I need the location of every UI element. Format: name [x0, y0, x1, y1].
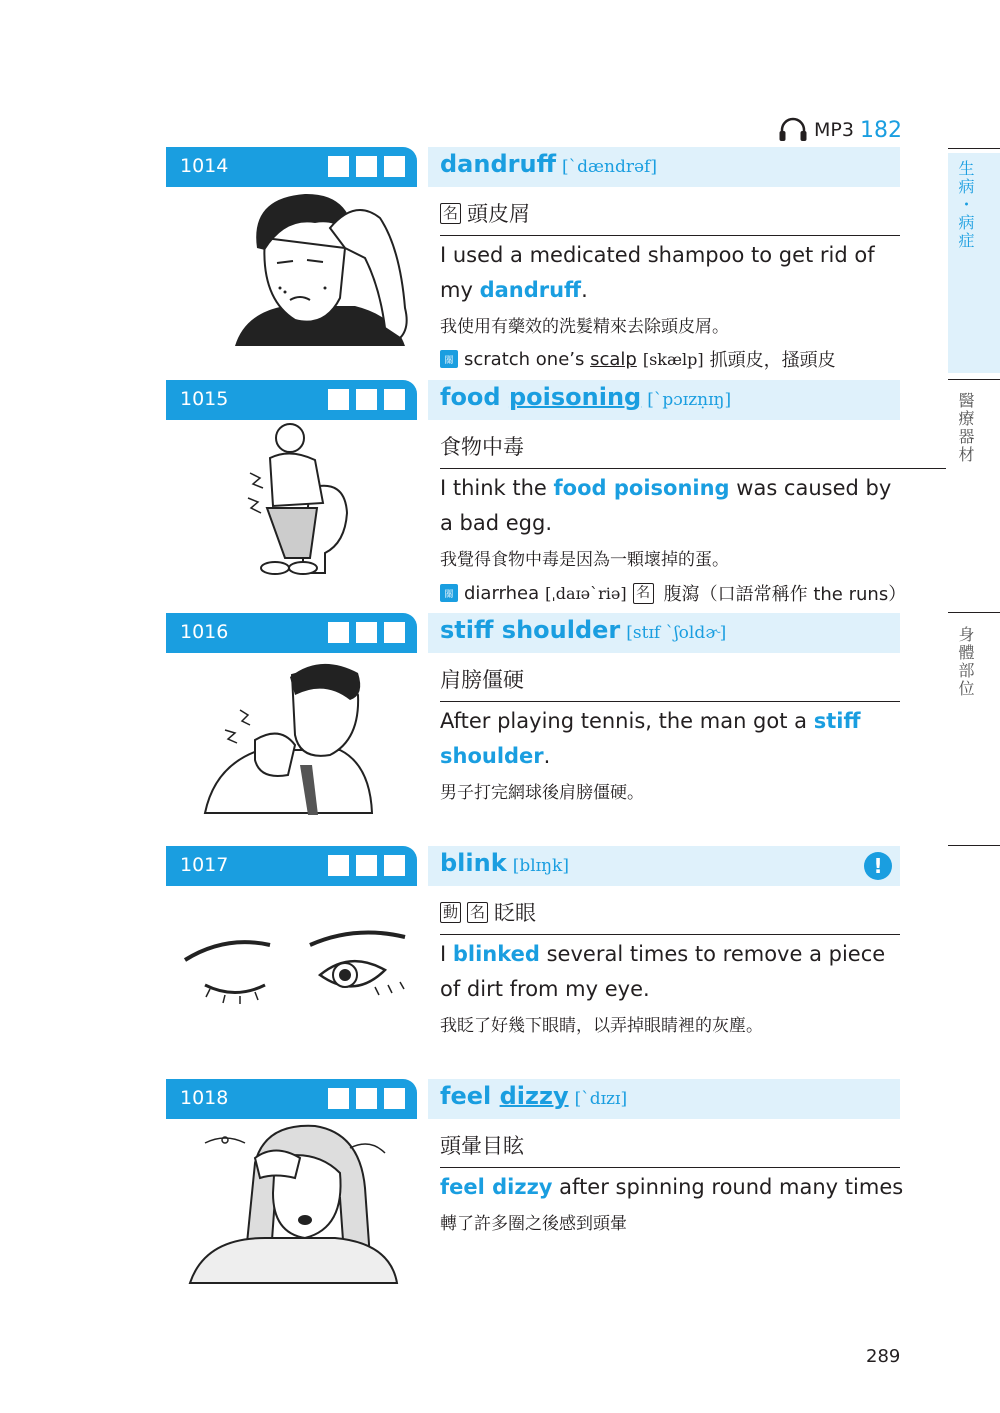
example-sentence — [440, 1170, 910, 1205]
entry-number-tab — [166, 613, 417, 653]
phonetic: [stɪf ˋʃoldɚ] — [626, 623, 727, 643]
headword-bar — [428, 147, 900, 187]
dizzy-woman-illustration — [185, 1118, 405, 1283]
review-checkboxes[interactable] — [328, 1088, 405, 1109]
translation: 我使用有藥效的洗髮精來去除頭皮屑。 — [440, 317, 729, 337]
related-meaning: 抓頭皮，搔頭皮 — [709, 350, 836, 371]
headword: blink — [440, 849, 507, 877]
related-meaning: 腹瀉（口語常稱作 the runs） — [663, 584, 907, 605]
checkbox[interactable] — [384, 1088, 405, 1109]
checkbox[interactable] — [328, 389, 349, 410]
mp3-number: 182 — [859, 117, 902, 143]
headword-bar — [428, 1079, 900, 1119]
page-number: 289 — [866, 1346, 901, 1367]
meaning: 頭暈目眩 — [440, 1134, 524, 1158]
checkbox[interactable] — [328, 622, 349, 643]
related-text: diarrhea — [464, 582, 540, 604]
related-text: scratch one’s — [464, 348, 591, 370]
side-tab-illness[interactable] — [948, 158, 1000, 368]
related-icon: 關 — [440, 584, 458, 602]
phonetic: [ˋdændrəf] — [562, 157, 657, 177]
part-of-speech — [440, 198, 530, 228]
man-on-toilet-illustration — [245, 418, 355, 580]
mp3-track[interactable] — [778, 115, 902, 145]
review-checkboxes[interactable] — [328, 389, 405, 410]
checkbox[interactable] — [328, 156, 349, 177]
entry-number-tab — [166, 1079, 417, 1119]
related-underlined: scalp — [590, 348, 637, 370]
checkbox[interactable] — [356, 622, 377, 643]
checkbox[interactable] — [356, 855, 377, 876]
headword-bar — [428, 846, 900, 886]
example-sentence — [440, 471, 910, 541]
example-keyword: feel dizzy — [440, 1175, 553, 1199]
alert-icon[interactable]: ! — [864, 852, 892, 880]
checkbox[interactable] — [356, 1088, 377, 1109]
example-sentence — [440, 238, 910, 308]
example-text: . — [581, 278, 588, 302]
checkbox[interactable] — [328, 1088, 349, 1109]
phonetic: [ˋpɔɪzṇɪŋ] — [647, 390, 732, 410]
related-icon: 關 — [440, 350, 458, 368]
phonetic: [ˋdɪzɪ] — [574, 1089, 628, 1109]
example-text: I — [440, 942, 453, 966]
related-pos-tag: 名 — [633, 583, 654, 604]
related-phonetic: [skælp] — [642, 349, 704, 369]
man-scratching-head-illustration — [205, 188, 420, 348]
translation: 轉了許多圈之後感到頭暈 — [440, 1214, 627, 1234]
side-divider — [948, 845, 1000, 846]
entry-number-tab — [166, 147, 417, 187]
side-divider — [948, 612, 1000, 613]
headword-part: feel — [440, 1082, 492, 1110]
translation: 我覺得食物中毒是因為一顆壞掉的蛋。 — [440, 550, 729, 570]
checkbox[interactable] — [384, 855, 405, 876]
example-text: After playing tennis, the man got a — [440, 709, 814, 733]
example-keyword: blinked — [452, 942, 540, 966]
divider — [440, 235, 900, 236]
example-text: several times to remove a piece of dirt from my eye. — [440, 942, 886, 1001]
entry-number: 1014 — [180, 155, 229, 177]
related-phrase — [440, 580, 906, 606]
entry-number: 1018 — [180, 1087, 229, 1109]
entry-number: 1016 — [180, 621, 229, 643]
entry-number: 1015 — [180, 388, 229, 410]
checkbox[interactable] — [384, 156, 405, 177]
divider — [440, 1167, 900, 1168]
headword-bar — [428, 613, 900, 653]
example-keyword: dandruff — [479, 278, 582, 302]
translation: 我眨了好幾下眼睛，以弄掉眼睛裡的灰塵。 — [440, 1016, 763, 1036]
headword: dandruff — [440, 150, 557, 178]
example-text: I think the — [440, 476, 554, 500]
meaning: 食物中毒 — [440, 435, 524, 459]
example-sentence — [440, 704, 910, 774]
side-tab-label: 身體部位 — [956, 626, 975, 698]
pos-tag-verb: 動 — [440, 902, 461, 923]
example-text: I used a medicated shampoo to get rid of my — [440, 243, 875, 302]
headword: stiff shoulder — [440, 616, 621, 644]
headword-part: food — [440, 383, 501, 411]
man-holding-shoulder-illustration — [200, 655, 375, 815]
side-tab-label: 生病・病症 — [956, 160, 975, 250]
phonetic: [blɪŋk] — [512, 856, 569, 876]
checkbox[interactable] — [384, 622, 405, 643]
headword-underlined: poisoning — [508, 383, 642, 411]
related-phonetic: [ˌdaɪəˋriə] — [545, 583, 627, 603]
example-sentence — [440, 937, 910, 1007]
headphones-icon — [778, 117, 808, 143]
review-checkboxes[interactable] — [328, 156, 405, 177]
checkbox[interactable] — [328, 855, 349, 876]
part-of-speech — [440, 897, 536, 927]
example-text: after spinning round many times — [552, 1175, 904, 1199]
pos-tag-noun: 名 — [467, 902, 488, 923]
example-keyword: stiff shoulder — [440, 709, 861, 768]
checkbox[interactable] — [356, 389, 377, 410]
mp3-label: MP3 — [814, 119, 854, 141]
example-text: . — [543, 744, 551, 768]
entry-number-tab — [166, 380, 417, 420]
pos-tag-noun: 名 — [440, 203, 461, 224]
translation: 男子打完網球後肩膀僵硬。 — [440, 783, 644, 803]
entry-number: 1017 — [180, 854, 229, 876]
meaning: 頭皮屑 — [467, 202, 530, 226]
review-checkboxes[interactable] — [328, 622, 405, 643]
side-tab-medical-equipment[interactable] — [948, 390, 1000, 470]
checkbox[interactable] — [356, 156, 377, 177]
meaning: 眨眼 — [494, 901, 536, 925]
side-divider — [948, 148, 1000, 149]
entry-number-tab — [166, 846, 417, 886]
side-tab-label: 醫療器材 — [956, 392, 975, 464]
checkbox[interactable] — [384, 389, 405, 410]
review-checkboxes[interactable] — [328, 855, 405, 876]
divider — [440, 468, 946, 469]
example-text: was caused by a bad egg. — [440, 476, 892, 535]
divider — [440, 934, 900, 935]
blinking-eye-illustration — [180, 925, 410, 1020]
headword-bar — [428, 380, 900, 420]
meaning: 肩膀僵硬 — [440, 668, 524, 692]
side-divider — [948, 379, 1000, 380]
related-phrase — [440, 346, 836, 372]
example-keyword: food poisoning — [553, 476, 730, 500]
divider — [440, 701, 900, 702]
side-tab-body-parts[interactable] — [948, 624, 1000, 704]
headword-underlined: dizzy — [499, 1082, 569, 1110]
